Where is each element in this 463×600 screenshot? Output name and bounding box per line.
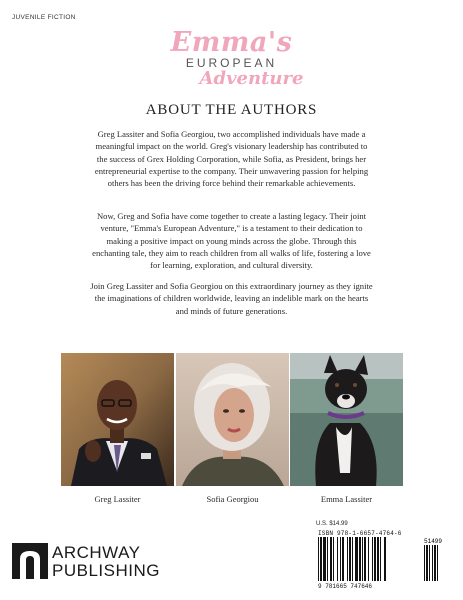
logo-european: EUROPEAN bbox=[185, 56, 278, 70]
section-heading: ABOUT THE AUTHORS bbox=[145, 102, 318, 118]
caption-sofia-georgiou: Sofia Georgiou bbox=[206, 494, 259, 504]
logo-adventure: Adventure bbox=[199, 68, 304, 89]
photo-emma-lassiter bbox=[290, 353, 403, 486]
barcode-number: 9 781665 747646 bbox=[318, 583, 373, 590]
archway-logo-icon bbox=[12, 543, 48, 579]
caption-greg-lassiter: Greg Lassiter bbox=[94, 494, 141, 504]
isbn-text: ISBN 978-1-6657-4764-6 bbox=[318, 530, 402, 537]
barcode bbox=[318, 537, 450, 581]
photo-greg-lassiter bbox=[61, 353, 174, 486]
bio-paragraph-3: Join Greg Lassiter and Sofia Georgiou on this extraordinary journey as they ignite the imaginations of children worldwide, leaving an indelible mark on the hearts and minds of future generations. bbox=[90, 281, 373, 316]
caption-emma-lassiter: Emma Lassiter bbox=[320, 494, 373, 504]
photo-sofia-georgiou bbox=[176, 353, 289, 486]
publisher-logo bbox=[12, 543, 172, 579]
book-logo bbox=[0, 27, 463, 89]
barcode-addon-number: 51499 bbox=[424, 538, 443, 545]
logo-emmas: Emma's bbox=[170, 27, 293, 58]
publisher-name-line2: PUBLISHING bbox=[52, 561, 160, 580]
genre-label: JUVENILE FICTION bbox=[12, 14, 76, 21]
price-label: U.S. $14.99 bbox=[316, 521, 348, 527]
bio-paragraph-2: Now, Greg and Sofia have come together to create a lasting legacy. Their joint venture, "Emma's European Adventure," is a testament to their dedication to making a positive impact on young minds across the globe. Through this enchanting tale, they aim to reach children from all walks of life, fostering a love for learning, exploration, and cultural diversity. bbox=[92, 211, 371, 271]
bio-paragraph-1: Greg Lassiter and Sofia Georgiou, two accomplished individuals have made a meaningful impact on the world. Greg's visionary leadership has contributed to the success of Grex Holding Corporation, while Sofia, as President, brings her entrepreneurial expertise to the company. Their unwavering passion for helping others has been the driving force behind their remarkable achievements. bbox=[94, 129, 369, 189]
publisher-name-line1: ARCHWAY bbox=[52, 543, 141, 562]
